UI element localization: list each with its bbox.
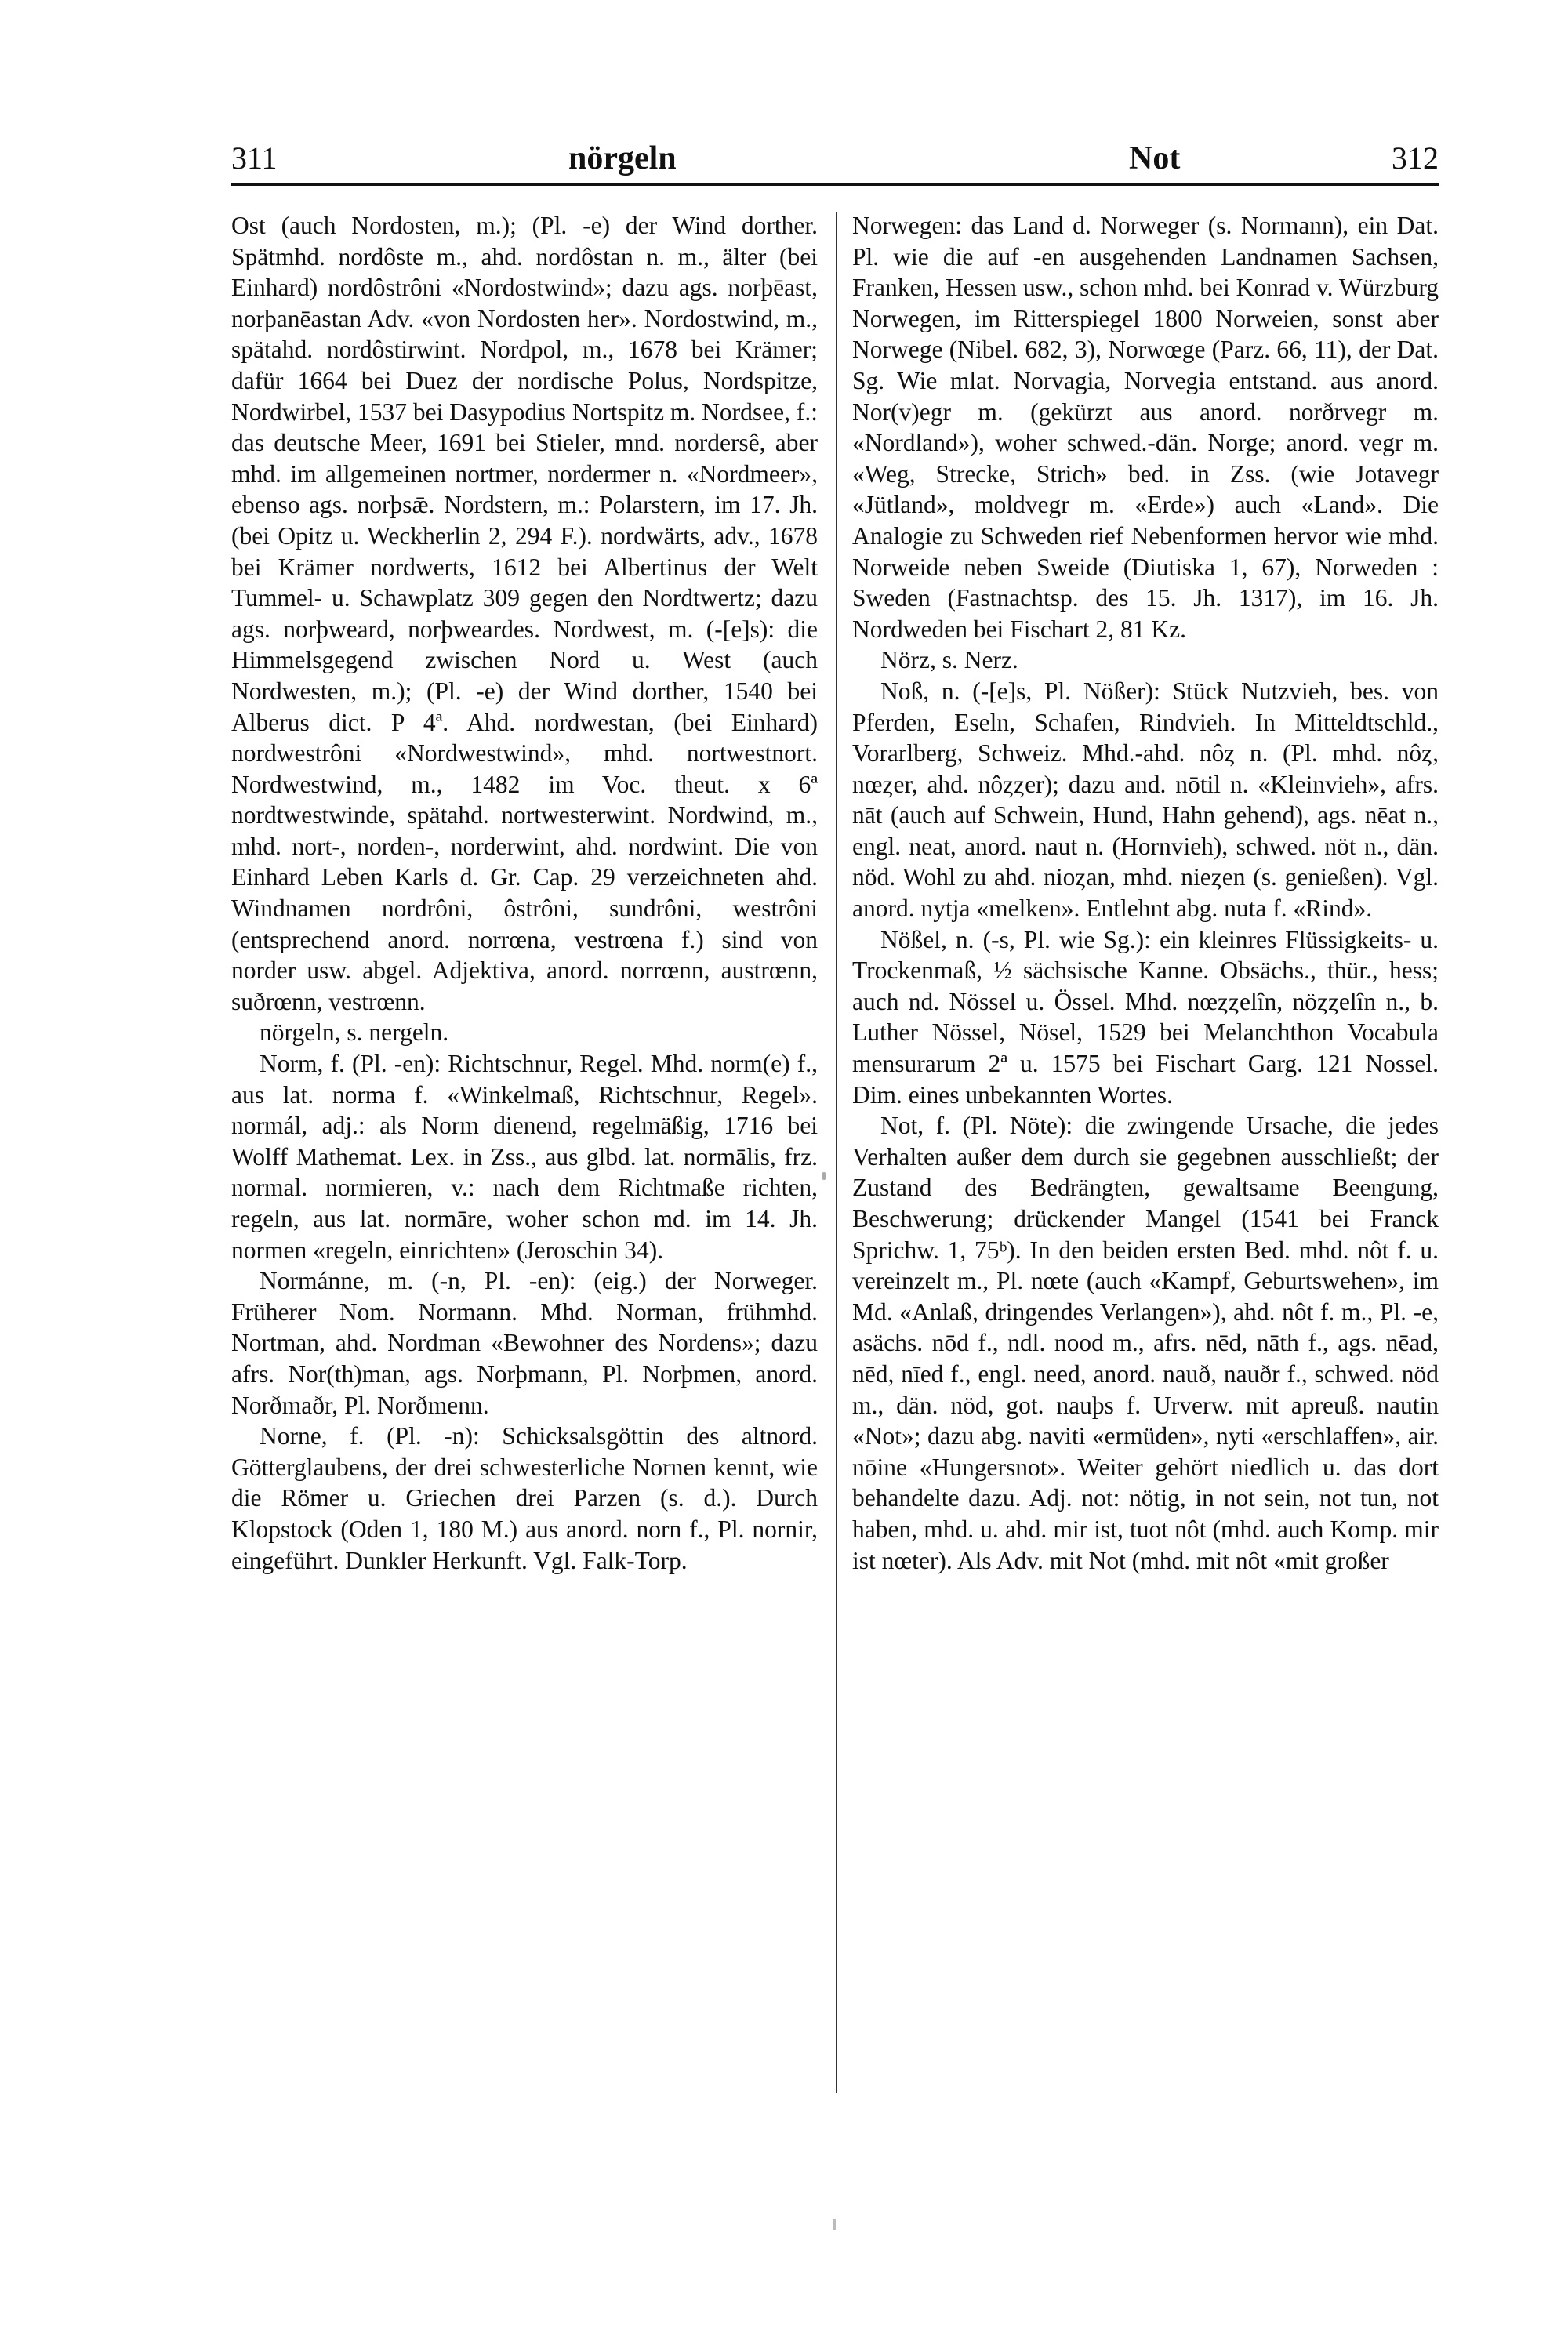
entry-noerz: Nörz, s. Nerz. [880, 646, 1018, 674]
entry-norwegen: Norwegen: das Land d. Norweger (s. Normann), ein Dat. Pl. wie die auf -en ausgehenden Landnamen Sachsen, Franken, Hessen usw., schon mhd. bei Konrad v. Würzburg Norwegen, im Ritterspiegel 1800 Norweien, sonst aber Norwege (Nibel. 682, 3), Norwœge (Parz. 66, 11), der Dat. Sg. Wie mlat. Norvagia, Norvegia entstand. aus anord. Nor(v)egr m. (gekürzt aus anord. norðrvegr m. «Nordland»), woher schwed.-dän. Norge; anord. vegr m. «Weg, Strecke, Strich» bed. in Zss. (wie Jotavegr «Jütland», moldvegr m. «Erde») auch «Land». Die Analogie zu Schweden rief Nebenformen hervor wie mhd. Norweide neben Sweide (Diutiska 1, 67), Norweden : Sweden (Fastnachtsp. des 15. Jh. 1317), im 16. Jh. Nordweden bei Fischart 2, 81 Kz. [852, 212, 1439, 643]
running-header [231, 140, 1439, 188]
entry-norm: Norm, f. (Pl. -en): Richtschnur, Regel. Mhd. norm(e) f., aus lat. norma f. «Winkelmaß, Richtschnur, Regel». normál, adj.: als Norm dienend, regelmäßig, 1716 bei Wolff Mathemat. Lex. in Zss., aus glbd. lat. normālis, frz. normal. normieren, v.: nach dem Richtmaße richten, regeln, aus lat. normāre, woher schon md. im 14. Jh. normen «regeln, einrichten» (Jeroschin 34). [231, 1050, 818, 1264]
entry-not: Not, f. (Pl. Nöte): die zwingende Ursache, die jedes Verhalten außer dem durch sie gegebnen ausschließt; der Zustand des Bedrängten, gewaltsame Beengung, Beschwerung; drückender Mangel (1541 bei Franck Sprichw. 1, 75ᵇ). In den beiden ersten Bed. mhd. nôt f. u. vereinzelt m., Pl. nœte (auch «Kampf, Geburtswehen», im Md. «Anlaß, dringendes Verlangen»), ahd. nôt f. m., Pl. -e, asächs. nōd f., ndl. nood m., afrs. nēd, nāth f., ags. nēad, nēd, nīed f., engl. need, anord. nauð, nauðr f., schwed. nöd m., dän. nöd, got. nauþs f. Urverw. mit apreuß. nautin «Not»; dazu abg. naviti «ermüden», nyti «erschlaffen», air. nōine «Hungersnot». Weiter gehört niedlich u. das dort behandelte dazu. Adj. not: nötig, in not sein, not tun, not haben, mhd. u. ahd. mir ist, tuot nôt (mhd. auch Komp. mir ist nœter). Als Adv. mit Not (mhd. mit nôt «mit großer [852, 1112, 1439, 1574]
left-column [231, 210, 818, 1576]
catchword-left: nörgeln [568, 140, 677, 176]
entry-noss: Noß, n. (-[e]s, Pl. Nößer): Stück Nutzvieh, bes. von Pferden, Eseln, Schafen, Rindvieh. In Mitteldtschld., Vorarlberg, Schweiz. Mhd.-ahd. nôȥ n. (Pl. mhd. nôȥ, nœȥer, ahd. nôȥȥer); dazu and. nōtil n. «Kleinvieh», afrs. nāt (auch auf Schwein, Hund, Hahn gehend), ags. nēat n., engl. neat, anord. naut n. (Hornvieh), schwed. nöt n., dän. nöd. Wohl zu ahd. nioȥan, mhd. nieȥen (s. genießen). Vgl. anord. nytja «melken». Entlehnt abg. nuta f. «Rind». [852, 677, 1439, 923]
entry-noergeln: nörgeln, s. nergeln. [260, 1018, 449, 1047]
right-column [852, 210, 1439, 1576]
entry-normanne: Normánne, m. (-n, Pl. -en): (eig.) der Norweger. Früherer Nom. Normann. Mhd. Norman, frühmhd. Nortman, ahd. Nordman «Bewohner des Nordens»; dazu afrs. Nor(th)man, ags. Norþmann, Pl. Norþmen, anord. Norðmaðr, Pl. Norðmenn. [231, 1267, 818, 1419]
print-speck-lower [833, 2219, 836, 2230]
page-number-left: 311 [231, 140, 278, 176]
entry-norne: Norne, f. (Pl. -n): Schicksalsgöttin des altnord. Götterglaubens, der drei schwesterliche Nornen kennt, wie die Römer u. Griechen drei Parzen (s. d.). Durch Klopstock (Oden 1, 180 M.) aus anord. norn f., Pl. nornir, eingeführt. Dunkler Herkunft. Vgl. Falk-Torp. [231, 1422, 818, 1574]
entry-noessel: Nößel, n. (-s, Pl. wie Sg.): ein kleinres Flüssigkeits- u. Trockenmaß, ½ sächsische Kanne. Obsächs., thür., hess; auch nd. Nössel u. Össel. Mhd. nœȥȥelîn, nöȥȥelîn n., b. Luther Nössel, Nösel, 1529 bei Melanchthon Vocabula mensurarum 2ª u. 1575 bei Fischart Garg. 121 Nossel. Dim. eines unbekannten Wortes. [852, 925, 1439, 1109]
column-divider [836, 212, 837, 2093]
header-rule [231, 183, 1439, 186]
page-number-right: 312 [1392, 140, 1439, 176]
catchword-right: Not [1129, 140, 1181, 176]
print-speck [822, 1172, 826, 1180]
entry-nordost-family: Ost (auch Nordosten, m.); (Pl. -e) der Wind dorther. Spätmhd. nordôste m., ahd. nordôstan n. m., älter (bei Einhard) nordôstrôni «Nordostwind»; dazu ags. norþēast, norþanēastan Adv. «von Nordosten her». Nordostwind, m., spätahd. nordôstirwint. Nordpol, m., 1678 bei Krämer; dafür 1664 bei Duez der nordische Polus, Nordspitze, Nordwirbel, 1537 bei Dasypodius Nortspitz m. Nordsee, f.: das deutsche Meer, 1691 bei Stieler, mnd. nordersê, aber mhd. im allgemeinen nortmer, nordermer n. «Nordmeer», ebenso ags. norþsǣ. Nordstern, m.: Polarstern, im 17. Jh. (bei Opitz u. Weckherlin 2, 294 F.). nordwärts, adv., 1678 bei Krämer nordwerts, 1612 bei Albertinus der Welt Tummel- u. Schawplatz 309 gegen den Nordtwertz; dazu ags. norþweard, norþweardes. Nordwest, m. (-[e]s): die Himmelsgegend zwischen Nord u. West (auch Nordwesten, m.); (Pl. -e) der Wind dorther, 1540 bei Alberus dict. P 4ª. Ahd. nordwestan, (bei Einhard) nordwestrôni «Nordwestwind», mhd. nortwestnort. Nordwestwind, m., 1482 im Voc. theut. x 6ª nordtwestwinde, spätahd. nortwesterwint. Nordwind, m., mhd. nort-, norden-, norderwint, ahd. nordwint. Die von Einhard Leben Karls d. Gr. Cap. 29 verzeichneten ahd. Windnamen nordrôni, ôstrôni, sundrôni, westrôni (entsprechend anord. norrœna, vestrœna f.) sind von norder usw. abgel. Adjektiva, anord. norrœnn, austrœnn, suðrœnn, vestrœnn. [231, 212, 818, 1015]
